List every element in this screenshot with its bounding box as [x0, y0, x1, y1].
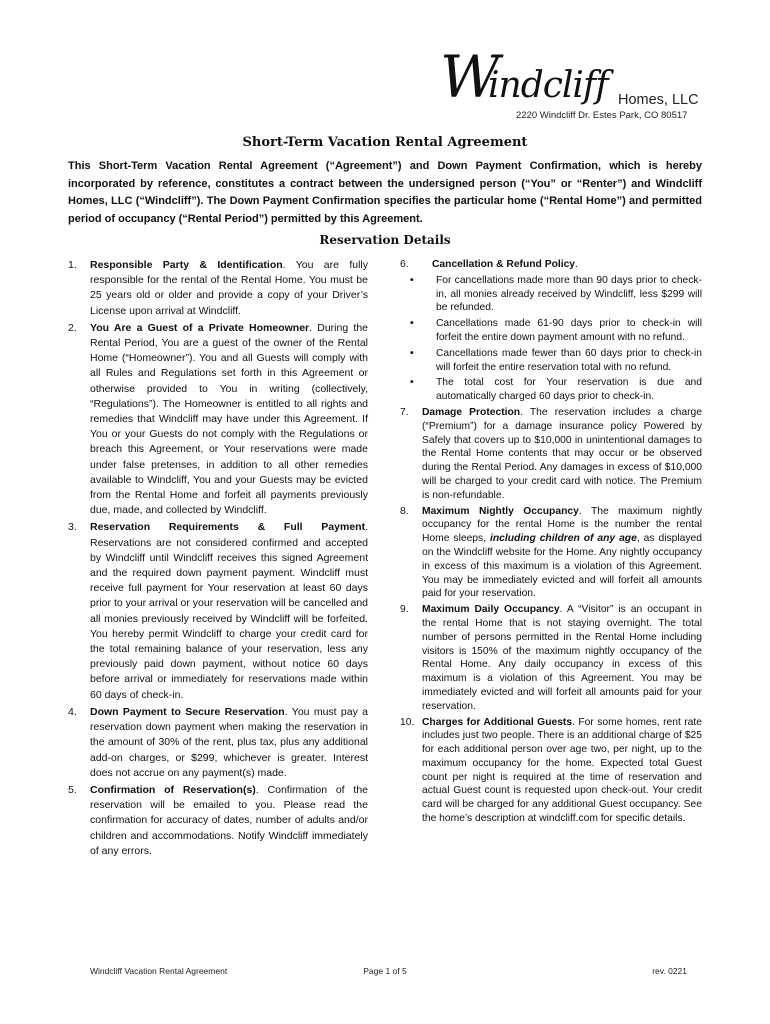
- list-item: [400, 274, 702, 315]
- list-item: [400, 376, 702, 404]
- company-suffix: Homes, LLC: [618, 92, 699, 108]
- clause-heading: Cancellation & Refund Policy: [432, 259, 576, 270]
- list-item: [400, 317, 702, 345]
- clause-body: . You must pay a reservation down payment when making the reservation in the amount of 30% of the rent, plus tax, plus any additional add-on charges, or $299, whichever is greater. Interest does not accrue on any payment(s) made.: [90, 705, 369, 779]
- clause-6: [400, 258, 702, 272]
- clause-4: [68, 705, 368, 781]
- logo-initial: W: [440, 43, 500, 111]
- logo-script-text: indcliff: [488, 65, 608, 106]
- company-address: 2220 Windcliff Dr. Estes Park, CO 80517: [516, 110, 688, 121]
- clause-number: 3.: [68, 521, 77, 534]
- clause-body: . A “Visitor” is an occupant in the rental Home that is not staying overnight. The total number of persons permitted in the Rental Home including visitors is 150% of the maximum nightly occupancy of the Rental Home. Any daily occupancy in excess of this maximum is a violation of this Agreement. You may be immediately evicted and will forfeit all amounts paid for your reservation.: [422, 604, 703, 712]
- clause-emphasis: including children of any age: [490, 533, 637, 545]
- bullet-text: Cancellations made 61-90 days prior to check-in will forfeit the entire down payment amount with no refund.: [436, 318, 702, 343]
- clause-body: . Reservations are not considered confirmed and accepted by Windcliff until Windcliff receives this signed Agreement and the required down payment payment. Windcliff must receive full payment for Your reservation at least 60 days prior to your arrival or your reservation will be cancelled and all monies previously received by Windcliff will be forfeited. You hereby permit Windcliff to charge your credit card for the total remaining balance of your reservation, less any previously paid down payment, without notice 60 days before arrival or immediately for reservations made within 60 days of check-in.: [90, 521, 368, 701]
- clause-body: . During the Rental Period, You are a guest of the owner of the Rental Home (“Homeowner”). You and all Guests will comply with all Rules and Regulations set forth in this Agreement or otherwise provided to You in writing (collectively, “Regulations”). The Homeowner is entitled to all rights and remedies that Windcliff may have under this Agreement. If You or your Guests do not comply with the Regulations or breach this Agreement, or Your reservations were made under false pretenses, in addition to all other remedies available to Windcliff, You and your Guests may be evicted from the Rental Home and forfeit all payments previously due, made, and collected by Windcliff.: [90, 321, 368, 517]
- clause-body-continued: , as displayed on the Windcliff website for the Home. Any nightly occupancy in excess of this maximum is a violation of this Agreement. You may be immediately evicted and will forfeit all amounts paid for your reservation.: [422, 533, 702, 600]
- bullet-text: The total cost for Your reservation is due and automatically charged 60 days prior to check-in.: [436, 377, 702, 403]
- bullet-icon: •: [410, 347, 414, 359]
- clause-10: [400, 716, 702, 826]
- clause-7: [400, 406, 702, 503]
- section-title: Reservation Details: [319, 233, 451, 247]
- bullet-icon: •: [410, 318, 414, 330]
- footer-page-number: Page 1 of 5: [363, 966, 407, 976]
- list-item: [400, 347, 702, 375]
- bullet-text: Cancellations made fewer than 60 days prior to check-in will forfeit the entire reservation total with no refund.: [436, 347, 702, 373]
- clause-9: [400, 603, 702, 713]
- clause-number: 8.: [400, 505, 409, 517]
- clause-body: . You are fully responsible for the rental of the Rental Home. You must be 25 years old or older and provide a copy of your Driver’s License upon arrival at Windcliff.: [90, 259, 368, 317]
- company-logo: [440, 43, 730, 124]
- document-title: Short-Term Vacation Rental Agreement: [242, 135, 528, 150]
- clause-heading-tail: .: [575, 259, 578, 270]
- clause-number: 10.: [400, 716, 415, 728]
- clause-heading: Maximum Daily Occupancy: [422, 604, 560, 616]
- clause-number: 1.: [68, 259, 77, 271]
- clause-heading: Responsible Party & Identification: [90, 259, 283, 271]
- clause-body: . Confirmation of the reservation will be emailed to you. Please read the confirmation for accuracy of dates, number of adults and/or children and accommodations. Notify Windcliff immediately of any errors.: [90, 783, 369, 857]
- clause-2: [68, 321, 368, 519]
- clause-heading: Charges for Additional Guests: [422, 716, 573, 728]
- footer-revision: rev. 0221: [652, 966, 687, 976]
- clause-1: [68, 258, 368, 319]
- clause-heading: Down Payment to Secure Reservation: [90, 705, 285, 718]
- clause-3: [68, 520, 368, 702]
- clause-number: 9.: [400, 604, 409, 616]
- clause-heading: Reservation Requirements & Full Payment: [90, 521, 366, 534]
- refund-policy-list: [400, 274, 702, 404]
- footer-document-name: Windcliff Vacation Rental Agreement: [90, 966, 228, 976]
- clause-number: 4.: [68, 705, 77, 718]
- clause-body: . The reservation includes a charge (“Premium”) for a damage insurance policy Powered by Safely that covers up to $10,000 in unintentional damages to the Rental Home contents that may occur or be observed during the Rental Period. Any damages in excess of $10,000 will be charged to your credit card with notice. The Premium is non-refundable.: [422, 406, 702, 501]
- clause-heading: Maximum Nightly Occupancy: [422, 505, 579, 517]
- left-column: [68, 258, 368, 861]
- clause-heading: Damage Protection: [422, 406, 521, 418]
- clause-number: 2.: [68, 321, 77, 334]
- right-column: [400, 258, 702, 828]
- clause-heading: You Are a Guest of a Private Homeowner: [90, 321, 310, 334]
- clause-number: 5.: [68, 783, 77, 796]
- intro-paragraph: This Short-Term Vacation Rental Agreement (“Agreement”) and Down Payment Confirmation, which is hereby incorporated by reference, constitutes a contract between the undersigned person (“You” or “Renter”) and Windcliff Homes, LLC (“Windcliff”). The Down Payment Confirmation specifies the particular home (“Rental Home”) and permitted period of occupancy (“Rental Period”) permitted by this Agreement.: [68, 160, 702, 225]
- bullet-text: For cancellations made more than 90 days prior to check-in, all monies already received by Windcliff, less $299 will be refunded.: [436, 274, 702, 314]
- clause-5: [68, 783, 368, 859]
- clause-number: 6.: [400, 259, 409, 270]
- clause-body: . For some homes, rent rate includes just two people. There is an additional charge of $25 for each additional person over age two, per night, up to the maximum occupancy for the home. Expected total Guest count per night is required at the time of reservation and actual Guest count is requested upon check-out. Your credit card will be charged for any additional Guest occupancy. See the home’s description at windcliff.com for specific details.: [422, 716, 702, 825]
- clause-heading: Confirmation of Reservation(s): [90, 783, 256, 796]
- clause-body: . The maximum nightly occupancy for the rental Home is the number the rental Home sleeps,: [422, 505, 702, 545]
- bullet-icon: •: [410, 377, 414, 389]
- clause-8: [400, 505, 702, 602]
- clause-number: 7.: [400, 406, 409, 418]
- bullet-icon: •: [410, 274, 414, 286]
